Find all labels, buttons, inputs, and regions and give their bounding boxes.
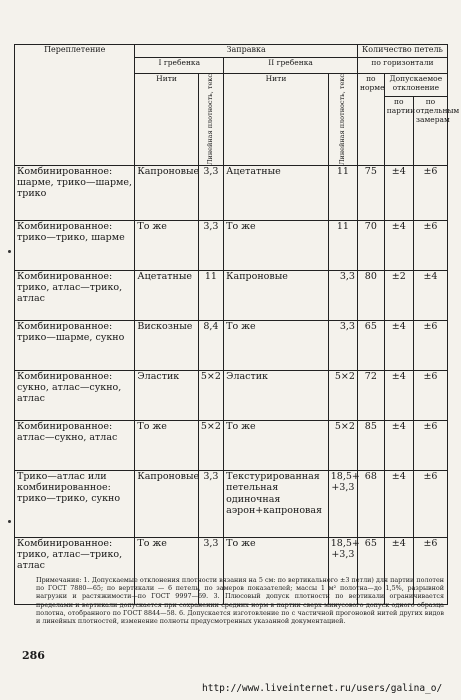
header-density-2-cell — [328, 74, 357, 166]
cell-threads-2: Текстурированная петельная одиночная аэрон+капроновая — [224, 470, 329, 537]
cell-per-lot: ±2 — [384, 270, 413, 320]
cell-weave: Комбинированное: трико, атлас—трико, атлас — [15, 270, 135, 320]
header-weave: Переплетение — [15, 45, 135, 166]
cell-density-1: 8,4 — [198, 320, 224, 370]
table-row — [15, 370, 448, 420]
cell-density-1: 5×2 — [198, 370, 224, 420]
cell-norm: 65 — [357, 320, 384, 370]
cell-threads-1: Капроновые — [135, 165, 198, 220]
cell-weave: Комбинированное: трико, атлас—трико, атлас — [15, 537, 135, 604]
cell-threads-2: То же — [224, 220, 329, 270]
cell-weave: Комбинированное: атлас—сукно, атлас — [15, 420, 135, 470]
data-table — [14, 44, 460, 605]
cell-density-2: 18,5+ +3,3 — [328, 470, 357, 537]
cell-weave: Трико—атлас или комбинированное: трико—трико, сукно — [15, 470, 135, 537]
cell-norm: 75 — [357, 165, 384, 220]
table-row — [15, 220, 448, 270]
cell-density-2: 3,3 — [328, 270, 357, 320]
cell-density-2: 3,3 — [328, 320, 357, 370]
cell-weave: Комбинированное: шарме, трико—шарме, трико — [15, 165, 135, 220]
cell-norm: 85 — [357, 420, 384, 470]
header-threads-2: Нити — [224, 74, 329, 166]
cell-norm: 80 — [357, 270, 384, 320]
cell-density-1: 3,3 — [198, 165, 224, 220]
cell-per-lot: ±4 — [384, 470, 413, 537]
cell-threads-2: То же — [224, 420, 329, 470]
cell-per-sample: ±6 — [413, 420, 447, 470]
header-norm: по норме — [357, 74, 384, 166]
header-horizontal: по горизонтали — [357, 58, 447, 74]
cell-threads-1: Вискозные — [135, 320, 198, 370]
cell-per-lot: ±4 — [384, 165, 413, 220]
footnotes: Примечания: 1. Допускаемые отклонения плотности вязания на 5 см: по вертикального ±3 петли) для партии полотен по ГОСТ 7880—65; по вертикали — 6 петель, по замеров показателей; массы 1 м² полотна—до 1,5%, разрывной нагрузки и растяжимости—по ГОСТ 9997—69. 3. Плюсовый допуск плотности по вертикали ограничивается пределами и вертикали допускается при сохранении средних норм в партии сверх минусового допуск одного образца полотна, отобранного по ГОСТ 8844—58. 6. Допускается изготовление по с частичной прогоновой нитей других видов и линейных плотностей, изменение полноты предусмотренных указанной документацией. — [36, 576, 444, 626]
cell-norm: 65 — [357, 537, 384, 604]
table-row — [15, 320, 448, 370]
cell-per-sample: ±6 — [413, 470, 447, 537]
header-threading: Заправка — [135, 45, 358, 58]
cell-weave: Комбинированное: трико—шарме, сукно — [15, 320, 135, 370]
cell-weave: Комбинированное: трико—трико, шарме — [15, 220, 135, 270]
cell-threads-1: Ацетатные — [135, 270, 198, 320]
header-comb-1: I гребенка — [135, 58, 224, 74]
cell-norm: 68 — [357, 470, 384, 537]
cell-threads-2: Ацетатные — [224, 165, 329, 220]
cell-threads-1: То же — [135, 220, 198, 270]
cell-per-sample: ±6 — [413, 537, 447, 604]
header-comb-2: II гребенка — [224, 58, 358, 74]
cell-density-2: 18,5+ +3,3 — [328, 537, 357, 604]
scan-speck — [8, 250, 11, 253]
scan-speck — [8, 520, 11, 523]
cell-density-2: 5×2 — [328, 420, 357, 470]
table-row — [15, 470, 448, 537]
cell-threads-1: Эластик — [135, 370, 198, 420]
header-count: Количество петель — [357, 45, 447, 58]
cell-density-1: 5×2 — [198, 420, 224, 470]
page-number: 286 — [22, 649, 45, 662]
cell-weave: Комбинированное: сукно, атлас—сукно, атлас — [15, 370, 135, 420]
header-per-lot: по партии — [384, 97, 413, 166]
footer-url-link[interactable]: http://www.liveinternet.ru/users/galina_o/ — [202, 683, 443, 694]
header-per-sample: по отдельным замерам — [413, 97, 447, 166]
cell-threads-2: Эластик — [224, 370, 329, 420]
cell-threads-2: Капроновые — [224, 270, 329, 320]
cell-per-lot: ±4 — [384, 537, 413, 604]
cell-norm: 70 — [357, 220, 384, 270]
cell-threads-2: То же — [224, 537, 329, 604]
cell-per-sample: ±6 — [413, 320, 447, 370]
cell-density-2: 11 — [328, 165, 357, 220]
table-row — [15, 270, 448, 320]
cell-per-lot: ±4 — [384, 420, 413, 470]
table-row — [15, 165, 448, 220]
cell-density-1: 3,3 — [198, 220, 224, 270]
cell-threads-2: То же — [224, 320, 329, 370]
header-density-1-cell — [198, 74, 224, 166]
cell-norm: 72 — [357, 370, 384, 420]
cell-density-1: 3,3 — [198, 470, 224, 537]
header-threads-1: Нити — [135, 74, 198, 166]
header-density-1: Линейная плотность, текс — [206, 74, 215, 165]
cell-per-sample: ±4 — [413, 270, 447, 320]
cell-per-lot: ±4 — [384, 320, 413, 370]
cell-density-2: 11 — [328, 220, 357, 270]
cell-per-sample: ±6 — [413, 370, 447, 420]
header-density-2: Линейная плотность, текс — [338, 74, 347, 165]
cell-per-lot: ±4 — [384, 370, 413, 420]
cell-per-sample: ±6 — [413, 165, 447, 220]
header-tolerance: Допускаемое отклонение — [384, 74, 447, 97]
cell-per-lot: ±4 — [384, 220, 413, 270]
cell-threads-1: Капроновые — [135, 470, 198, 537]
cell-threads-1: То же — [135, 420, 198, 470]
cell-threads-1: То же — [135, 537, 198, 604]
cell-density-1: 3,3 — [198, 537, 224, 604]
cell-density-1: 11 — [198, 270, 224, 320]
cell-per-sample: ±6 — [413, 220, 447, 270]
table-row — [15, 420, 448, 470]
cell-density-2: 5×2 — [328, 370, 357, 420]
